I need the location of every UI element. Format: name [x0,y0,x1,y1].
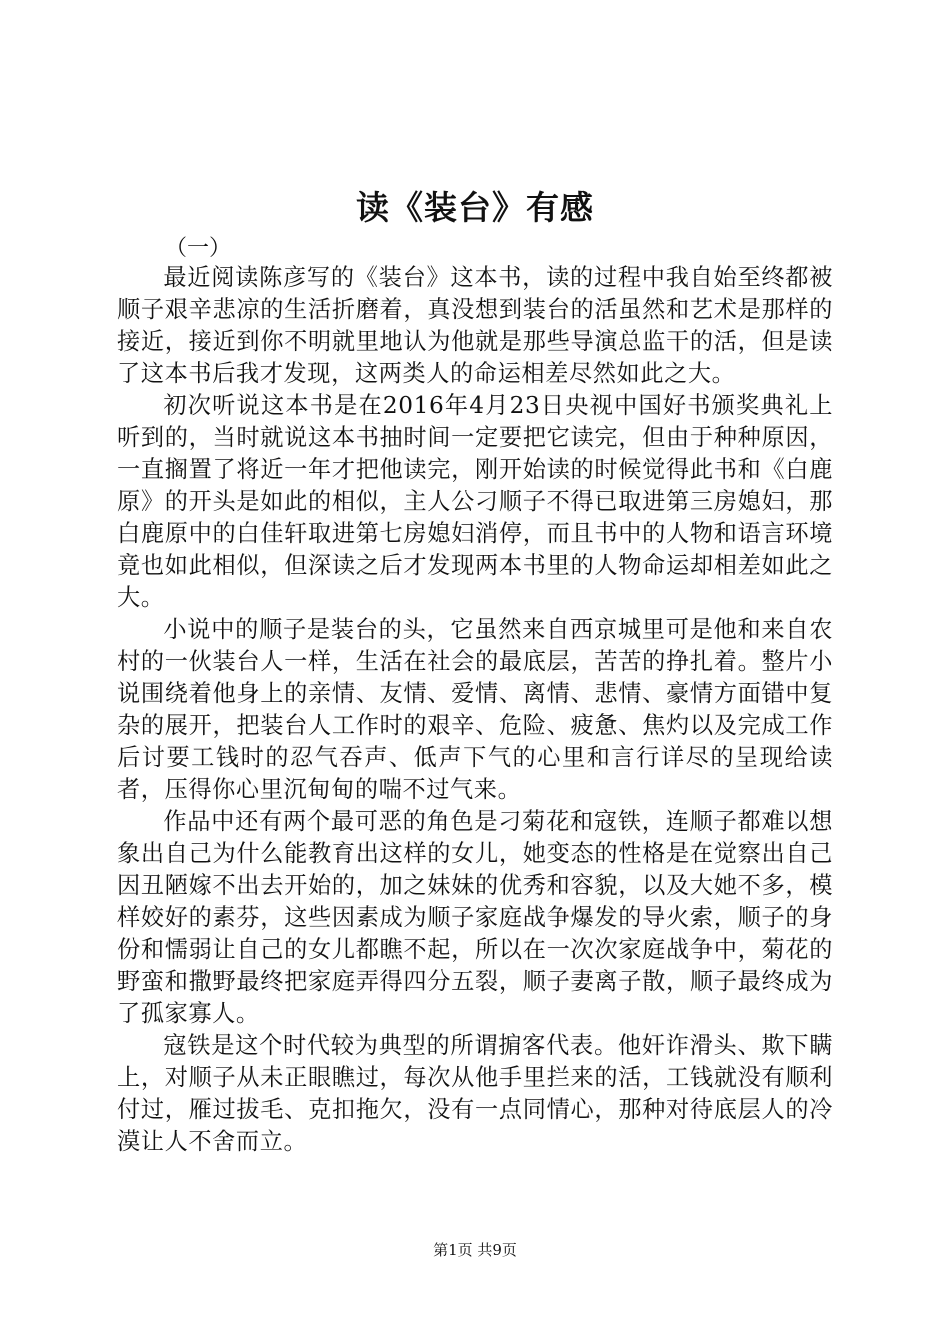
paragraph: 最近阅读陈彦写的《装台》这本书，读的过程中我自始至终都被顺子艰辛悲凉的生活折磨着，真没想到装台的活虽然和艺术是那样的接近，接近到你不明就里地认为他就是那些导演总监干的活，但是读了这本书后我才发现，这两类人的命运相差尽然如此之大。 [117,264,833,387]
paragraph: 初次听说这本书是在2016年4月23日央视中国好书颁奖典礼上听到的，当时就说这本书抽时间一定要把它读完，但由于种种原因，一直搁置了将近一年才把他读完，刚开始读的时候觉得此书和《白鹿原》的开头是如此的相似，主人公刁顺子不得已取进第三房媳妇，那白鹿原中的白佳轩取进第七房媳妇消停，而且书中的人物和语言环境竟也如此相似，但深读之后才发现两本书里的人物命运却相差如此之大。 [117,392,833,611]
page-number-footer: 第1页 共9页 [433,1241,517,1259]
document-title: 读《装台》有感 [356,188,594,227]
paragraph: 作品中还有两个最可恶的角色是刁菊花和寇铁，连顺子都难以想象出自己为什么能教育出这样的女儿，她变态的性格是在觉察出自己因丑陋嫁不出去开始的，加之妹妹的优秀和容貌，以及大她不多，模样姣好的素芬，这些因素成为顺子家庭战争爆发的导火索，顺子的身份和懦弱让自己的女儿都瞧不起，所以在一次次家庭战争中，菊花的野蛮和撒野最终把家庭弄得四分五裂，顺子妻离子散，顺子最终成为了孤家寡人。 [117,808,833,1027]
section-label: （一） [165,236,232,261]
paragraph: 寇铁是这个时代较为典型的所谓掮客代表。他奸诈滑头、欺下瞒上，对顺子从未正眼瞧过，每次从他手里拦来的活，工钱就没有顺利付过，雁过拔毛、克扣拖欠，没有一点同情心，那种对待底层人的冷漠让人不舍而立。 [117,1032,833,1155]
document-body [117,262,833,1158]
paragraph: 小说中的顺子是装台的头，它虽然来自西京城里可是他和来自农村的一伙装台人一样，生活在社会的最底层，苦苦的挣扎着。整片小说围绕着他身上的亲情、友情、爱情、离情、悲情、豪情方面错中复杂的展开，把装台人工作时的艰辛、危险、疲惫、焦灼以及完成工作后讨要工钱时的忍气吞声、低声下气的心里和言行详尽的呈现给读者，压得你心里沉甸甸的喘不过气来。 [117,616,833,803]
